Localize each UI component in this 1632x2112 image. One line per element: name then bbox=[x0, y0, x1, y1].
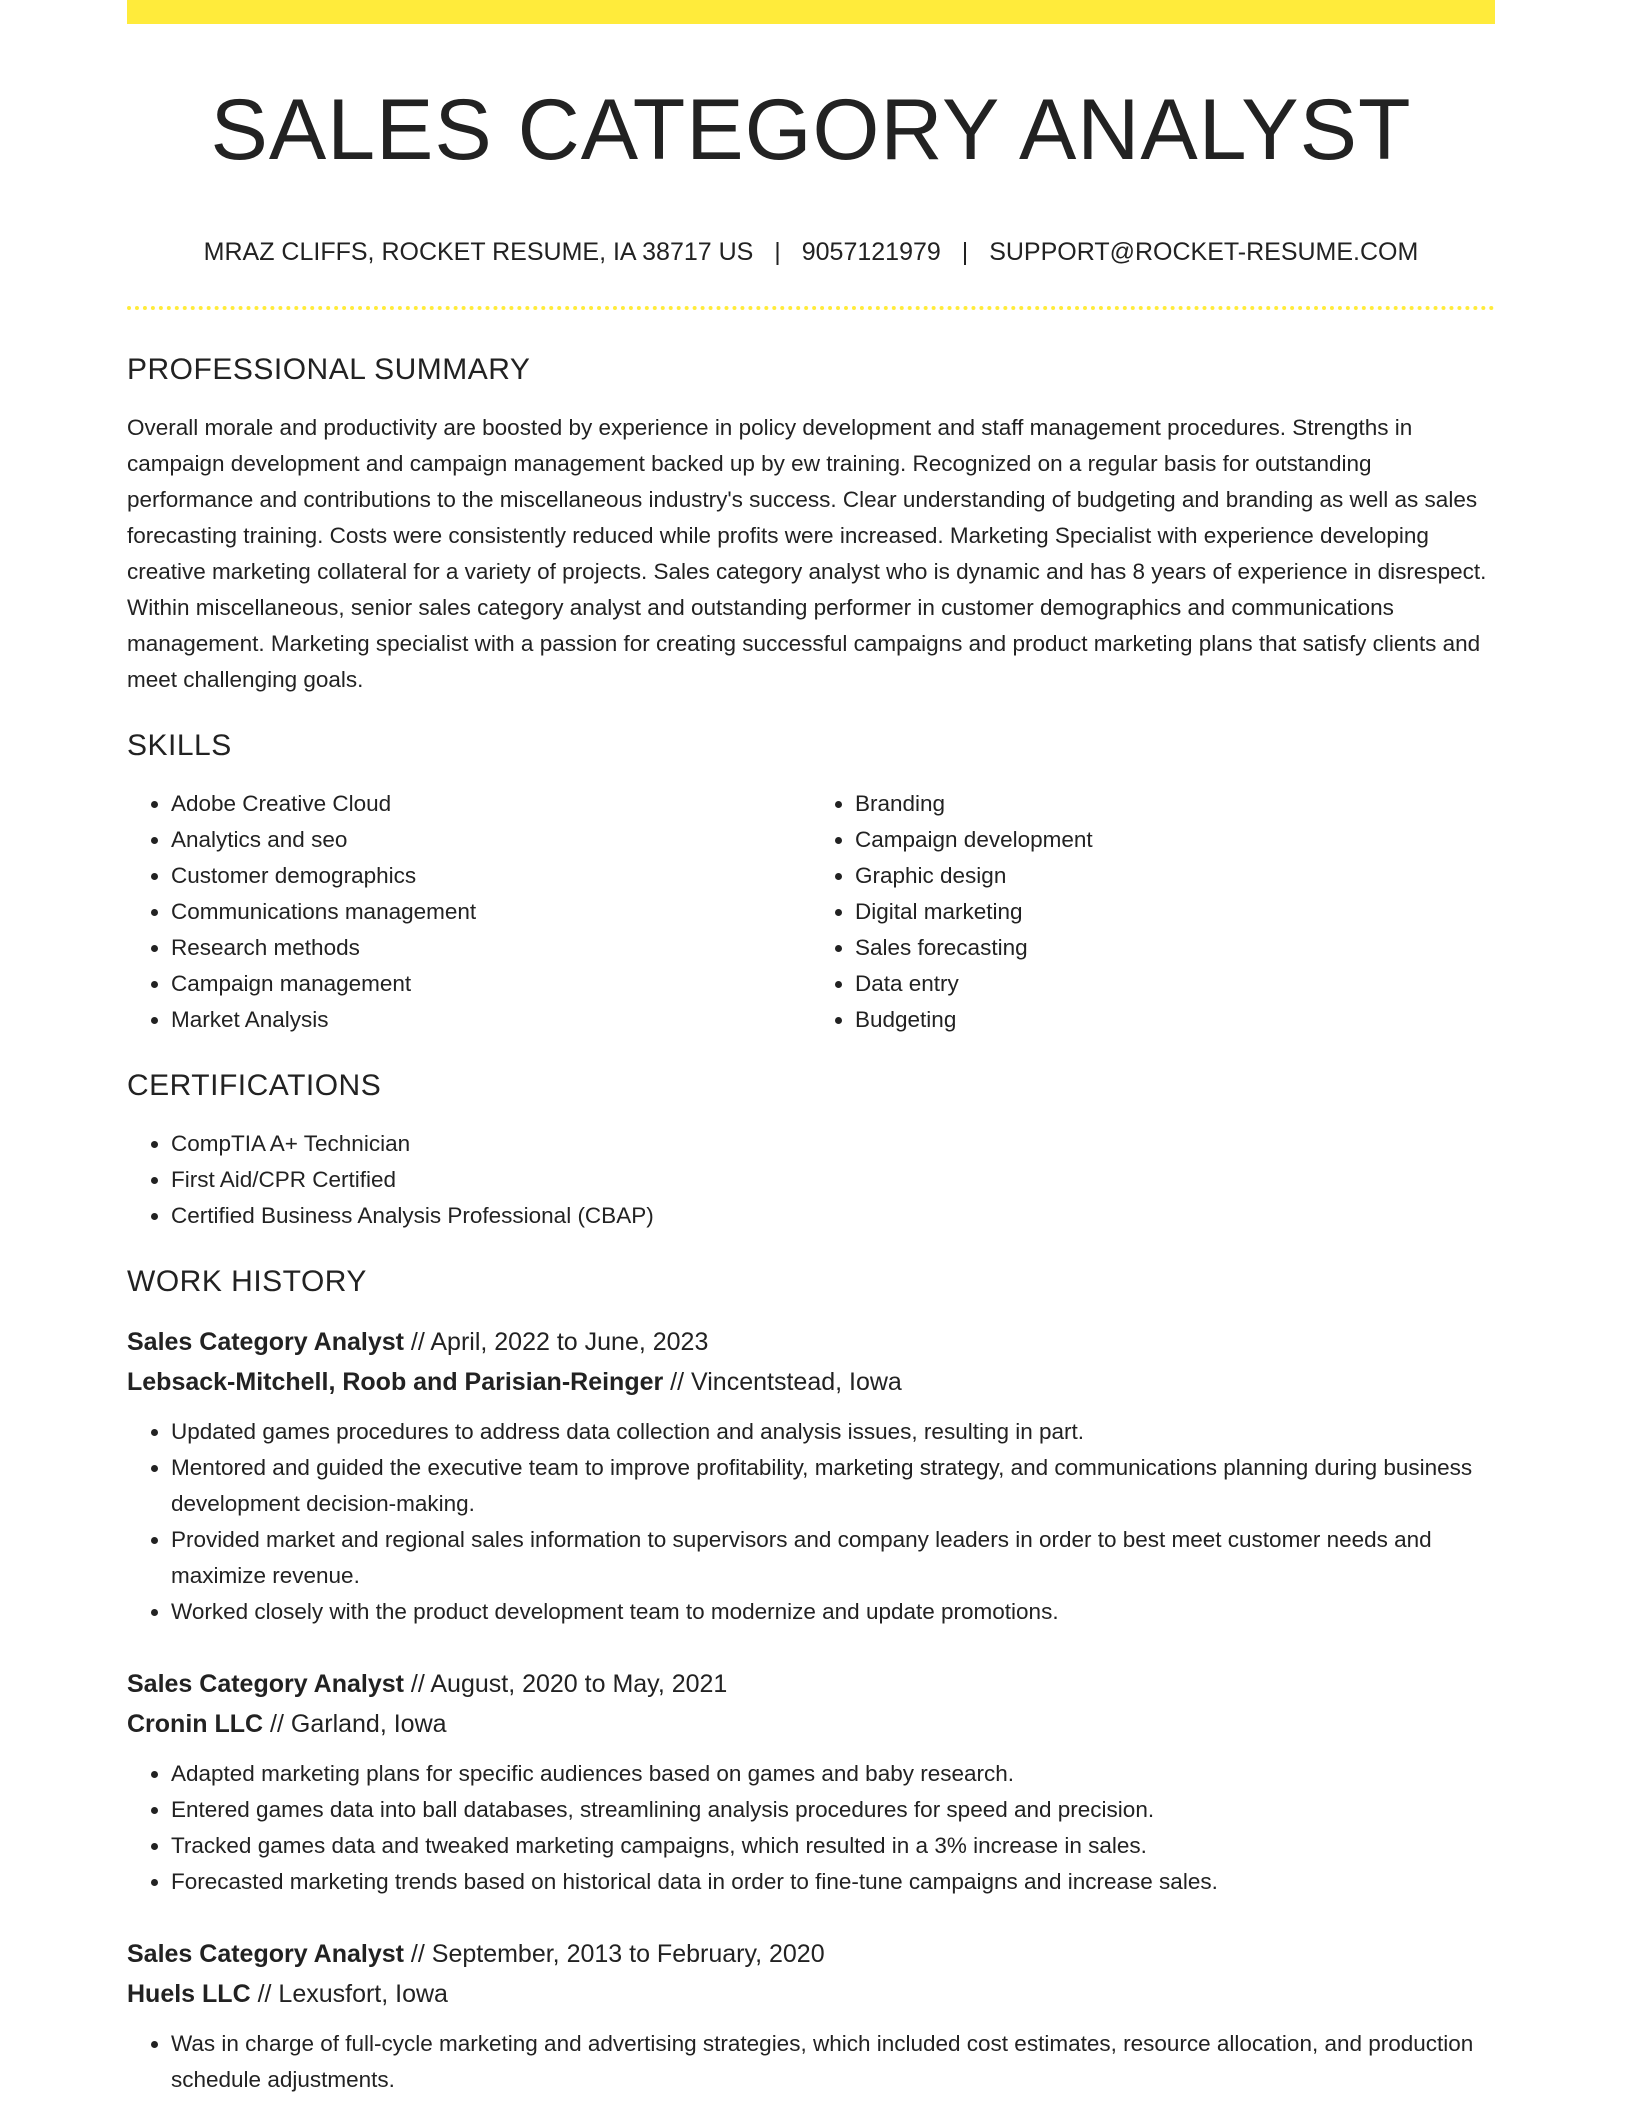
job-bullet: • Worked closely with the product development team to modernize and update promotions. bbox=[171, 1594, 1495, 1630]
contact-separator: | bbox=[961, 238, 969, 266]
field-separator: // bbox=[403, 1940, 432, 1968]
job-company-line bbox=[127, 1704, 1495, 1744]
job-bullets bbox=[127, 1414, 1495, 1630]
skill-item: • Market Analysis bbox=[171, 1002, 811, 1038]
job-location: Vincentstead, Iowa bbox=[691, 1368, 902, 1396]
job-dates: August, 2020 to May, 2021 bbox=[430, 1670, 728, 1698]
skills-section bbox=[127, 726, 1495, 1038]
skills-columns bbox=[127, 786, 1495, 1038]
resume-content bbox=[127, 350, 1495, 2098]
job-title-line bbox=[127, 1934, 1495, 1974]
skill-item: • Branding bbox=[855, 786, 1495, 822]
job-dates: September, 2013 to February, 2020 bbox=[431, 1940, 825, 1968]
skill-item: • Analytics and seo bbox=[171, 822, 811, 858]
job-bullet: • Mentored and guided the executive team to improve profitability, marketing strategy, and communications planning during business development decision-making. bbox=[171, 1450, 1495, 1522]
contact-line bbox=[127, 235, 1495, 269]
job-title: Sales Category Analyst bbox=[127, 1328, 404, 1356]
skills-list-right bbox=[811, 786, 1495, 1038]
skill-item: • Sales forecasting bbox=[855, 930, 1495, 966]
section-heading: CERTIFICATIONS bbox=[127, 1069, 382, 1102]
skill-item: • Graphic design bbox=[855, 858, 1495, 894]
section-heading: SKILLS bbox=[127, 729, 232, 762]
accent-bar bbox=[127, 0, 1495, 24]
job-title: Sales Category Analyst bbox=[127, 1940, 404, 1968]
job-entry bbox=[127, 1322, 1495, 1630]
dotted-divider bbox=[127, 306, 1495, 310]
skill-item: • Adobe Creative Cloud bbox=[171, 786, 811, 822]
work-history-section bbox=[127, 1262, 1495, 2098]
certification-item: • CompTIA A+ Technician bbox=[171, 1126, 1495, 1162]
job-company: Lebsack-Mitchell, Roob and Parisian-Reinger bbox=[127, 1368, 664, 1396]
skill-item: • Data entry bbox=[855, 966, 1495, 1002]
job-title: Sales Category Analyst bbox=[127, 1670, 404, 1698]
certification-item: • Certified Business Analysis Professional (CBAP) bbox=[171, 1198, 1495, 1234]
job-company-line bbox=[127, 1362, 1495, 1402]
field-separator: // bbox=[663, 1368, 692, 1396]
job-bullet: • Forecasted marketing trends based on historical data in order to fine-tune campaigns and increase sales. bbox=[171, 1864, 1495, 1900]
job-bullet: • Updated games procedures to address data collection and analysis issues, resulting in part. bbox=[171, 1414, 1495, 1450]
contact-email: SUPPORT@ROCKET-RESUME.COM bbox=[989, 238, 1419, 266]
job-company-line bbox=[127, 1974, 1495, 2014]
section-heading: PROFESSIONAL SUMMARY bbox=[127, 353, 531, 386]
skills-list-left bbox=[127, 786, 811, 1038]
summary-section bbox=[127, 350, 1495, 698]
summary-text: Overall morale and productivity are boosted by experience in policy development and staff management procedures. Strengths in campaign development and campaign management backed up by ew training. Recognized on a regular basis for outstanding performance and contributions to the miscellaneous industry's success. Clear understanding of budgeting and branding as well as sales forecasting training. Costs were consistently reduced while profits were increased. Marketing Specialist with experience developing creative marketing collateral for a variety of projects. Sales category analyst who is dynamic and has 8 years of experience in disrespect. Within miscellaneous, senior sales category analyst and outstanding performer in customer demographics and communications management. Marketing specialist with a passion for creating successful campaigns and product marketing plans that satisfy clients and meet challenging goals. bbox=[127, 415, 1487, 692]
skill-item: • Campaign management bbox=[171, 966, 811, 1002]
skill-item: • Communications management bbox=[171, 894, 811, 930]
contact-separator: | bbox=[774, 238, 781, 266]
skill-item: • Digital marketing bbox=[855, 894, 1495, 930]
skill-item: • Campaign development bbox=[855, 822, 1495, 858]
skill-item: • Customer demographics bbox=[171, 858, 811, 894]
job-location: Garland, Iowa bbox=[290, 1710, 447, 1738]
job-title-line bbox=[127, 1322, 1495, 1362]
job-entry bbox=[127, 1934, 1495, 2098]
skill-item: • Budgeting bbox=[855, 1002, 1495, 1038]
field-separator: // bbox=[250, 1980, 279, 2008]
contact-address: MRAZ CLIFFS, ROCKET RESUME, IA 38717 US bbox=[203, 238, 754, 266]
certifications-list bbox=[127, 1126, 1495, 1234]
field-separator: // bbox=[403, 1328, 431, 1356]
job-bullet: • Adapted marketing plans for specific audiences based on games and baby research. bbox=[171, 1756, 1495, 1792]
job-bullets bbox=[127, 2026, 1495, 2098]
job-entry bbox=[127, 1664, 1495, 1900]
field-separator: // bbox=[403, 1670, 431, 1698]
job-bullet: • Tracked games data and tweaked marketing campaigns, which resulted in a 3% increase in sales. bbox=[171, 1828, 1495, 1864]
certifications-section bbox=[127, 1066, 1495, 1234]
section-heading: WORK HISTORY bbox=[127, 1265, 367, 1298]
job-company: Huels LLC bbox=[127, 1980, 251, 2008]
field-separator: // bbox=[263, 1710, 291, 1738]
contact-phone: 9057121979 bbox=[801, 238, 941, 266]
job-bullet: • Entered games data into ball databases, streamlining analysis procedures for speed and precision. bbox=[171, 1792, 1495, 1828]
job-dates: April, 2022 to June, 2023 bbox=[430, 1328, 709, 1356]
job-title-line bbox=[127, 1664, 1495, 1704]
job-company: Cronin LLC bbox=[127, 1710, 264, 1738]
job-bullet: • Was in charge of full-cycle marketing and advertising strategies, which included cost estimates, resource allocation, and production schedule adjustments. bbox=[171, 2026, 1495, 2098]
job-bullet: • Provided market and regional sales information to supervisors and company leaders in order to best meet customer needs and maximize revenue. bbox=[171, 1522, 1495, 1594]
skill-item: • Research methods bbox=[171, 930, 811, 966]
job-bullets bbox=[127, 1756, 1495, 1900]
job-location: Lexusfort, Iowa bbox=[278, 1980, 448, 2008]
resume-name: SALES CATEGORY ANALYST bbox=[210, 82, 1412, 178]
certification-item: • First Aid/CPR Certified bbox=[171, 1162, 1495, 1198]
